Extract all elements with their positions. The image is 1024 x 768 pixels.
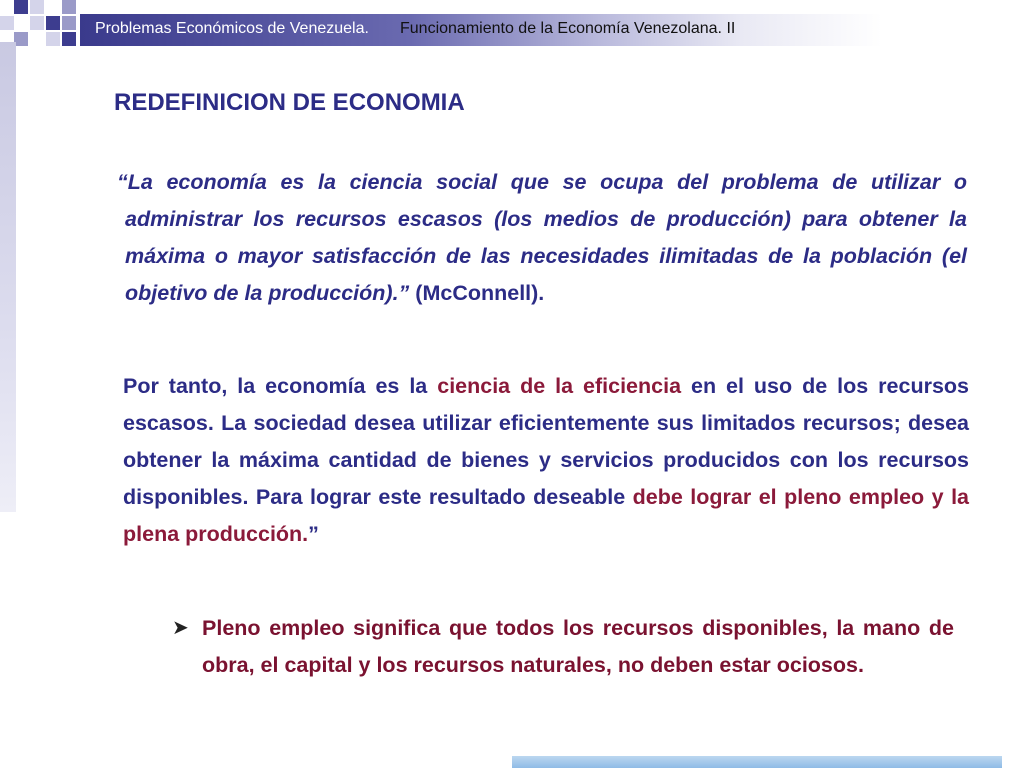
quote-citation: (McConnell). [409, 281, 545, 305]
decor-square [14, 32, 28, 46]
quote-text: “La economía es la ciencia social que se ocupa del problema de utilizar o administrar los recursos escasos (los medios de producción) para obtener la máxima o mayor satisfacción de las necesidades ilimitadas de la población (el objetivo de la producción).” [117, 170, 967, 305]
slide-title: REDEFINICION DE ECONOMIA [114, 89, 465, 116]
paragraph-text: ” [308, 522, 319, 546]
decor-square [0, 16, 14, 30]
bullet-item [172, 610, 954, 684]
decor-square [30, 16, 44, 30]
bullet-text: Pleno empleo significa que todos los recursos disponibles, la mano de obra, el capital y los recursos naturales, no deben estar ociosos. [202, 616, 954, 677]
decor-square [30, 0, 44, 14]
footer-bar [512, 756, 1002, 768]
decor-square [62, 0, 76, 14]
efficiency-paragraph [123, 368, 969, 553]
highlight-full-employment: debe lograr el pleno empleo y la plena producción. [123, 485, 969, 546]
highlight-efficiency: ciencia de la eficiencia [437, 374, 682, 398]
decor-square [46, 32, 60, 46]
paragraph-text: en el uso de los recursos escasos. La sociedad desea utilizar eficientemente sus limitados recursos; desea obtener la máxima cantidad de bienes y servicios producidos con los recursos disponibles. Para lograr este resultado deseable [123, 374, 969, 509]
arrow-bullet-icon: ➤ [172, 617, 189, 639]
decor-square [62, 16, 76, 30]
header-title: Problemas Económicos de Venezuela. [95, 20, 369, 37]
decor-square [46, 16, 60, 30]
left-sidebar-band [0, 42, 16, 512]
paragraph-text: Por tanto, la economía es la [123, 374, 438, 398]
decor-square [62, 32, 76, 46]
definition-quote [117, 164, 967, 312]
decor-square [14, 0, 28, 14]
header-subtitle: Funcionamiento de la Economía Venezolana. II [400, 20, 736, 37]
